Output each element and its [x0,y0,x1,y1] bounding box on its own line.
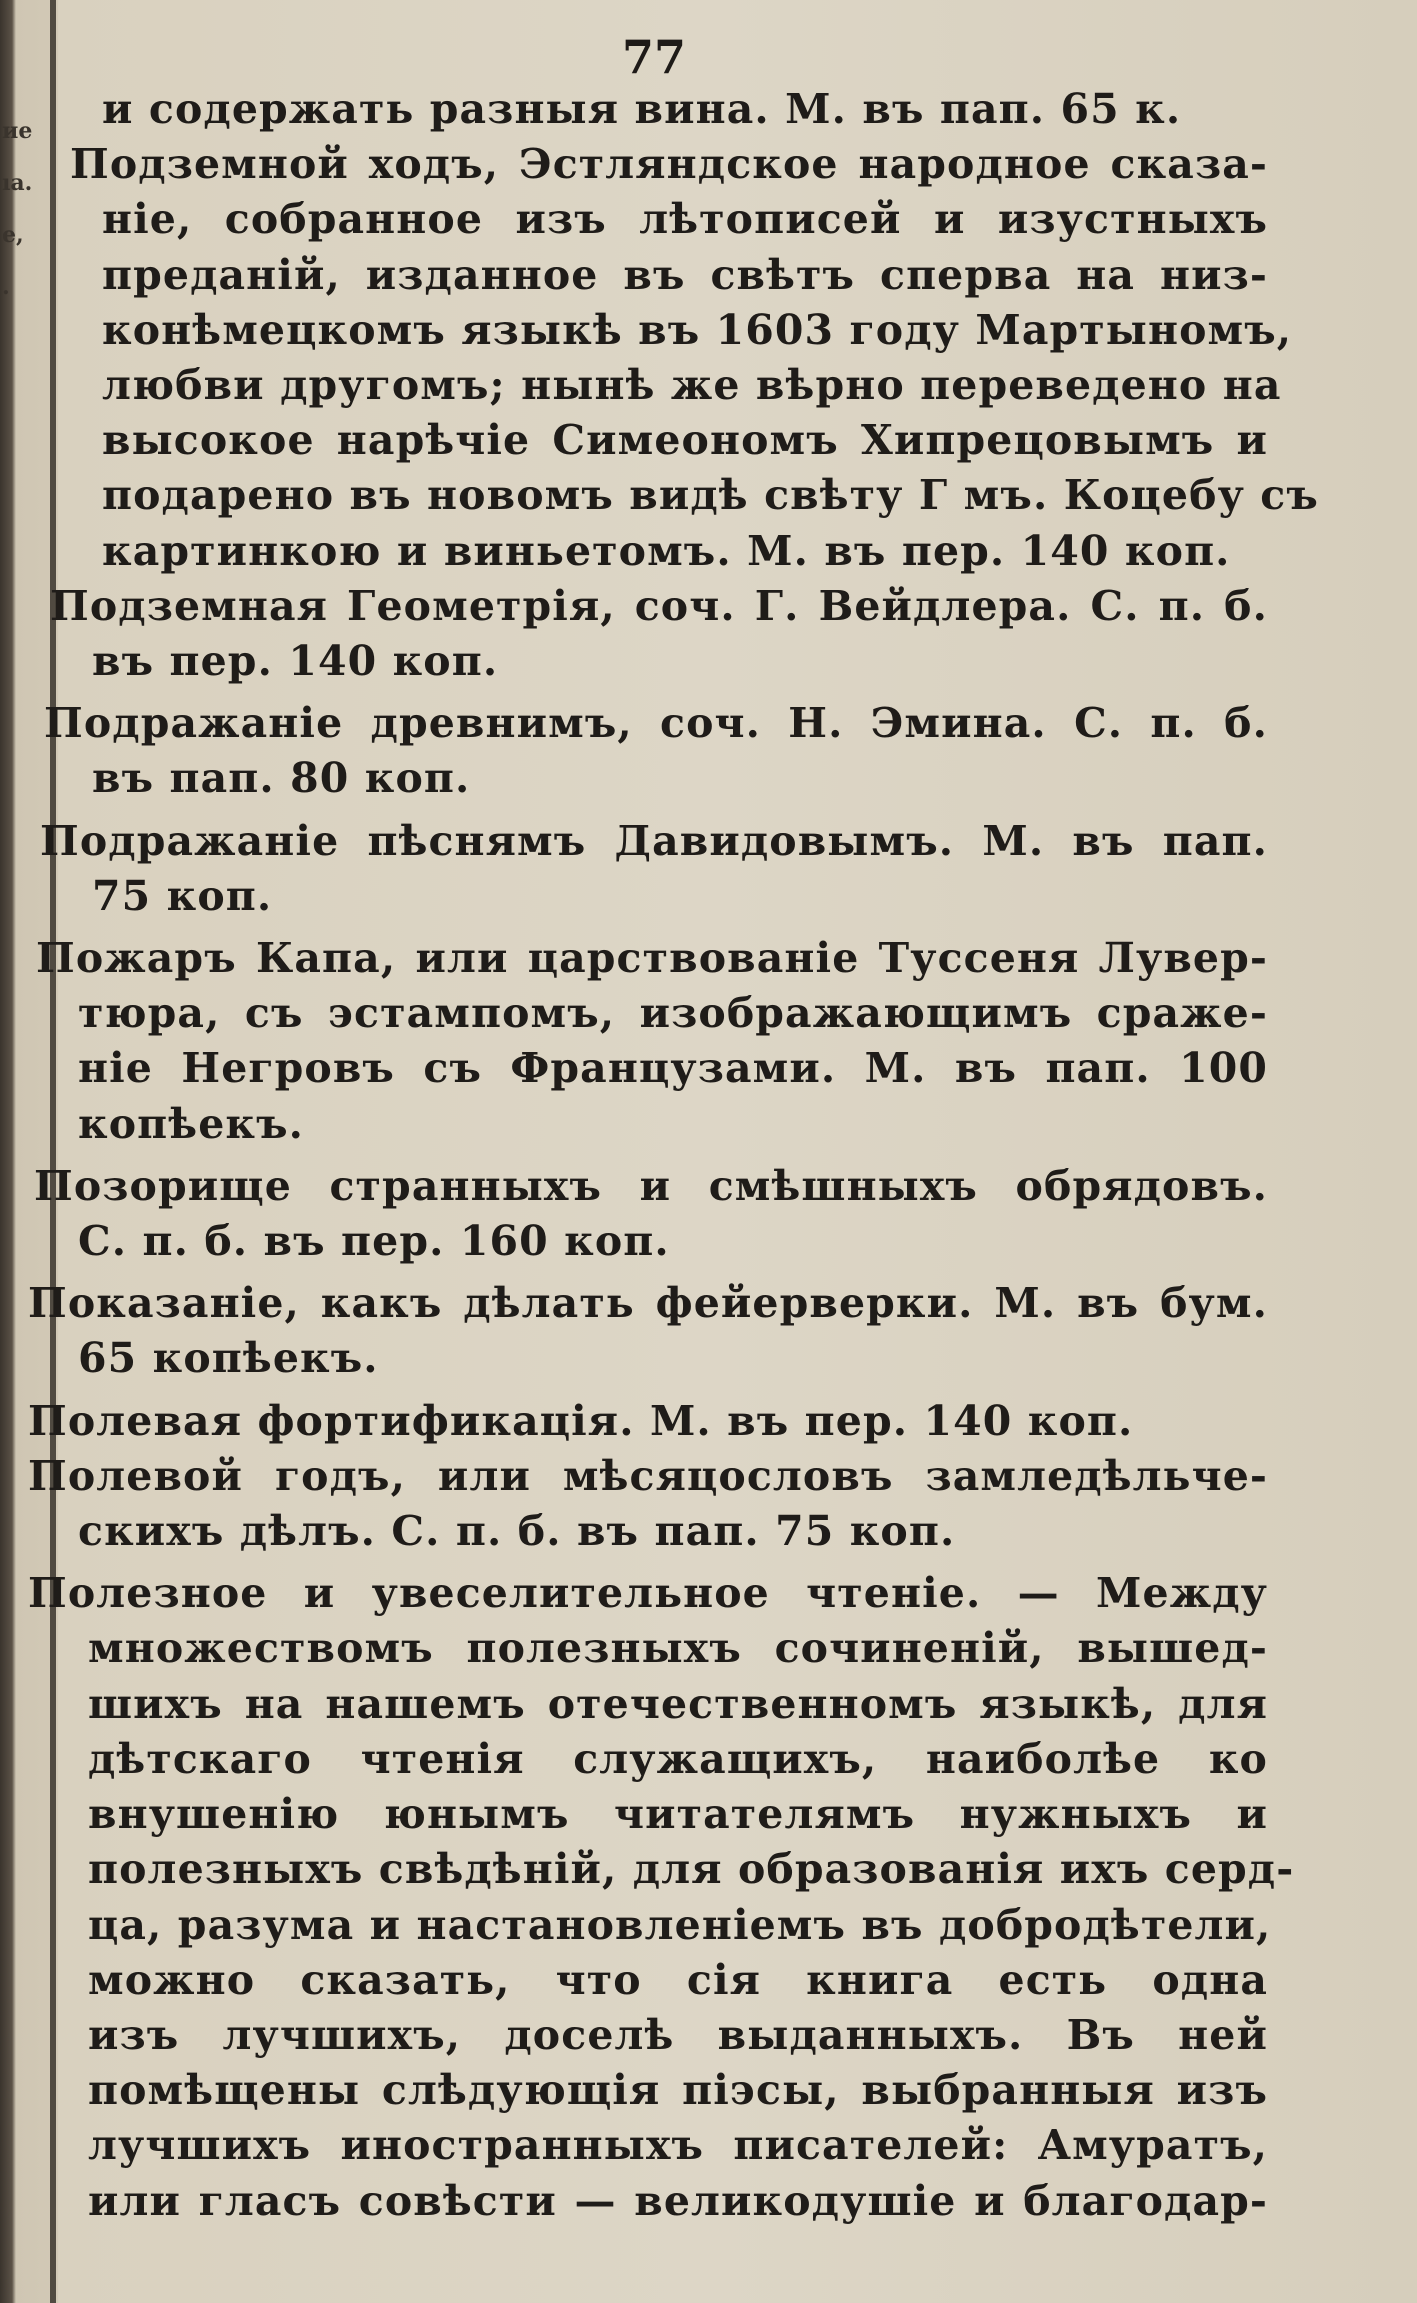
text-line: дѣтскаго чтенія служащихъ, наиболѣе ко [88,1734,1268,1783]
text-line: картинкою и виньетомъ. М. въ пер. 140 коп. [102,526,1231,575]
entry-polevaya-fortifikaciya [28,1394,1268,1449]
text-line: 75 коп. [92,871,273,920]
entry-pokazanie [28,1276,1268,1386]
entry-pozhar-kapa [28,931,1268,1152]
text-line: Позорище странныхъ и смѣшныхъ обрядовъ. [34,1161,1268,1210]
text-line: Подземная Геометрія, соч. Г. Вейдлера. С. п. б. [50,581,1268,630]
entry-continuation [28,82,1268,137]
entry-poleznoe-chtenie [28,1566,1295,2228]
entry-podzemnoy-hod [28,137,1319,579]
text-line: изъ лучшихъ, доселѣ выданныхъ. Въ ней [88,2010,1268,2059]
text-line: ца, разума и настановленіемъ въ добродѣтели, [88,1900,1272,1949]
text-line: Полевой годъ, или мѣсяцословъ замледѣльче- [28,1451,1268,1500]
text-line: подарено въ новомъ видѣ свѣту Г мъ. Коцебу съ [102,471,1319,520]
text-line: полезныхъ свѣдѣній, для образованія ихъ серд- [88,1845,1295,1894]
entry-polevoy-god [28,1449,1268,1559]
entry-podrazhanie-drevnim [28,696,1268,806]
text-line: 65 копѣекъ. [78,1334,379,1383]
text-line: Подземной ходъ, Эстляндское народное сказа- [70,140,1268,189]
text-line: Подражаніе пѣснямъ Давидовымъ. М. въ пап. [40,816,1268,865]
page-number: 77 [622,30,687,84]
text-line: скихъ дѣлъ. С. п. б. въ пап. 75 коп. [78,1507,956,1556]
entry-podzemnaya-geometriya [28,579,1268,689]
text-line: преданій, изданное въ свѣтъ сперва на низ- [102,250,1268,299]
margin-fragment: е, [2,222,24,248]
text-line: высокое нарѣчіе Симеономъ Хипрецовымъ и [102,416,1268,465]
text-line: шихъ на нашемъ отечественномъ языкѣ, для [88,1679,1268,1728]
text-line: и содержать разныя вина. М. въ пап. 65 к. [102,85,1182,133]
text-line: лучшихъ иностранныхъ писателей: Амуратъ, [88,2121,1268,2170]
text-line: множествомъ полезныхъ сочиненій, вышед- [88,1624,1268,1673]
text-line: Пожаръ Капа, или царствованіе Туссеня Лувер- [36,934,1268,983]
text-line: тюра, съ эстампомъ, изображающимъ сраже- [78,989,1268,1038]
text-line: внушенію юнымъ читателямъ нужныхъ и [88,1790,1268,1839]
text-line: Показаніе, какъ дѣлать фейерверки. М. въ бум. [28,1279,1268,1328]
text-line: конѣмецкомъ языкѣ въ 1603 году Мартыномъ, [102,305,1293,354]
text-line: ніе Негровъ съ Французами. М. въ пап. 100 [78,1044,1268,1093]
text-line: въ пап. 80 коп. [92,754,471,803]
entry-pozorishche [28,1159,1268,1269]
text-line: можно сказать, что сія книга есть одна [88,1955,1268,2004]
text-line: Полевая фортификація. М. въ пер. 140 коп. [28,1396,1134,1445]
entry-podrazhanie-pesnyam [28,814,1268,924]
text-line: Подражаніе древнимъ, соч. Н. Эмина. С. п. б. [44,699,1268,748]
text-line: въ пер. 140 коп. [92,637,499,686]
catalog-text [28,82,1319,2229]
text-line: помѣщены слѣдующія піэсы, выбранныя изъ [88,2066,1268,2115]
margin-fragment: . [2,274,10,300]
margin-fragment: ıa. [2,170,33,196]
text-line: копѣекъ. [78,1099,305,1148]
text-line: С. п. б. въ пер. 160 коп. [78,1217,670,1266]
text-line: ніе, собранное изъ лѣтописей и изустныхъ [102,195,1268,244]
text-line: любви другомъ; нынѣ же вѣрно переведено на [102,361,1282,410]
margin-fragment: ие [2,118,33,144]
text-line: или гласъ совѣсти — великодушіе и благодар- [88,2176,1268,2225]
text-line: Полезное и увеселительное чтеніе. — Между [28,1569,1268,1618]
